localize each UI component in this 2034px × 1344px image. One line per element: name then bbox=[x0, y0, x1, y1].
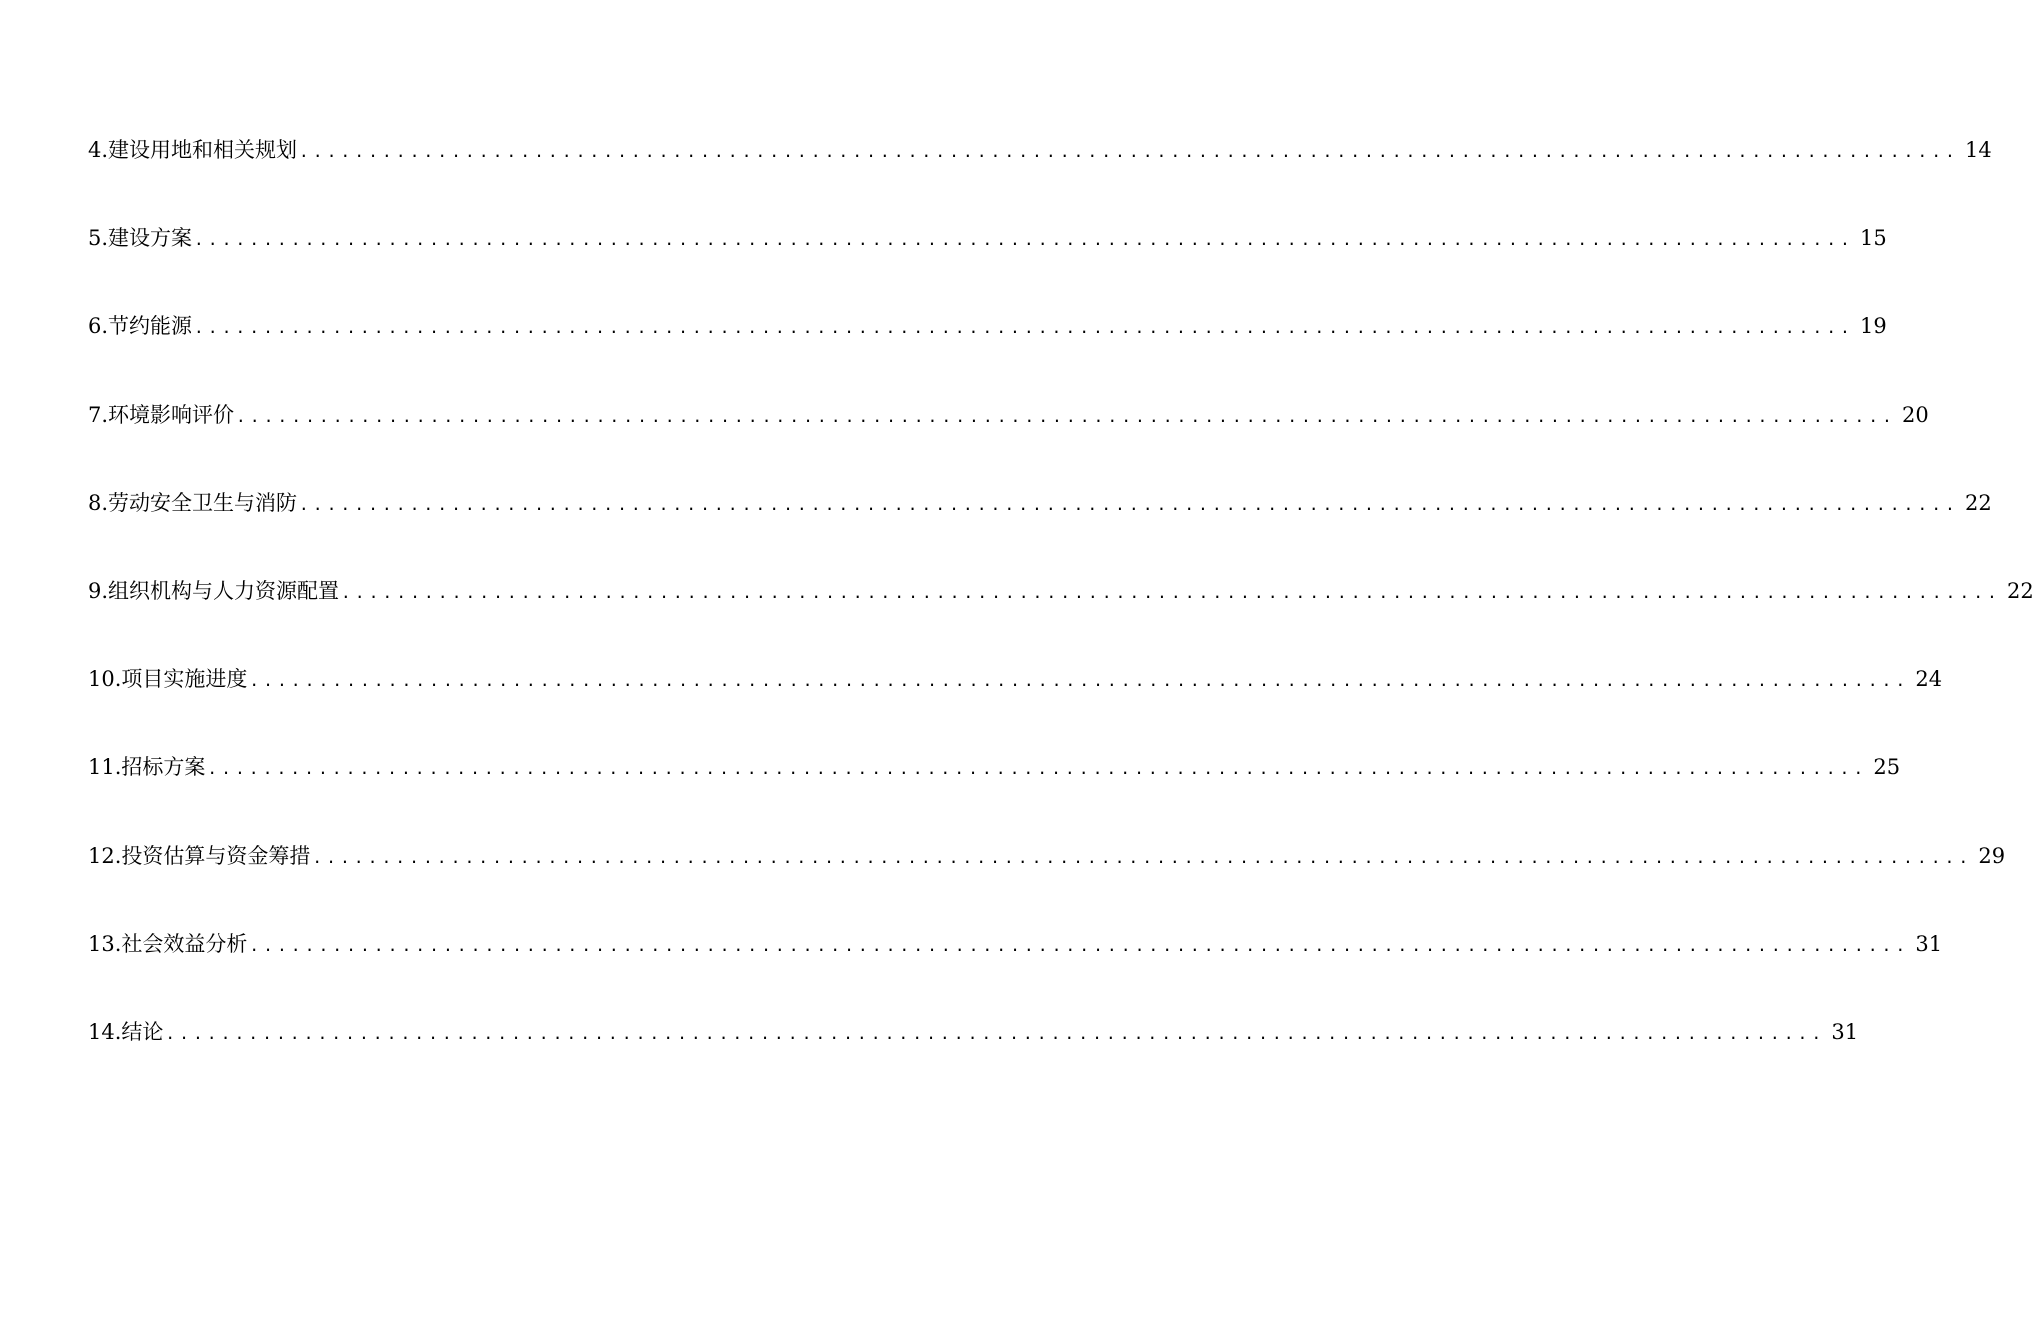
toc-entry-label: 12.投资估算与资金筹措 bbox=[88, 843, 311, 868]
toc-entry-label: 10.项目实施进度 bbox=[88, 667, 248, 692]
table-of-contents bbox=[88, 128, 2034, 1098]
toc-dot-leader: ........................................................................................................................ bbox=[312, 847, 1973, 867]
toc-dot-leader: ........................................................................................................................ bbox=[249, 671, 1910, 691]
toc-entry-land-use-planning[interactable] bbox=[88, 128, 1992, 216]
toc-entry-label: 8.劳动安全卫生与消防 bbox=[88, 490, 298, 515]
toc-entry-conclusion[interactable] bbox=[88, 1010, 1859, 1098]
toc-entry-label: 5.建设方案 bbox=[88, 226, 193, 251]
toc-entry-label: 11.招标方案 bbox=[88, 755, 206, 780]
toc-page-number: 14 bbox=[1964, 138, 1992, 162]
toc-entry-label: 6.节约能源 bbox=[88, 314, 193, 339]
toc-page-number: 22 bbox=[2006, 578, 2034, 603]
toc-entry-social-benefit[interactable] bbox=[88, 922, 1943, 1010]
toc-dot-leader: ........................................................................................................................ bbox=[165, 1023, 1826, 1043]
toc-entry-environmental-impact[interactable] bbox=[88, 393, 1929, 481]
toc-page-number: 15 bbox=[1859, 226, 1887, 251]
toc-page-number: 31 bbox=[1915, 931, 1943, 956]
toc-dot-leader: ........................................................................................................................ bbox=[299, 142, 1959, 161]
toc-entry-label: 14.结论 bbox=[88, 1019, 164, 1044]
toc-dot-leader: ........................................................................................................................ bbox=[236, 406, 1896, 426]
toc-dot-leader: ........................................................................................................................ bbox=[207, 759, 1868, 779]
toc-dot-leader: ........................................................................................................................ bbox=[194, 230, 1854, 250]
toc-page-number: 22 bbox=[1964, 490, 1992, 515]
toc-dot-leader: ........................................................................................................................ bbox=[299, 494, 1959, 514]
toc-entry-label: 7.环境影响评价 bbox=[88, 402, 235, 427]
toc-entry-label: 13.社会效益分析 bbox=[88, 931, 248, 956]
toc-entry-bidding-plan[interactable] bbox=[88, 745, 1901, 833]
toc-dot-leader: ........................................................................................................................ bbox=[194, 318, 1854, 338]
toc-page-number: 20 bbox=[1901, 402, 1929, 427]
toc-entry-organization-staffing[interactable] bbox=[88, 569, 2034, 657]
toc-page-number: 25 bbox=[1873, 755, 1901, 780]
toc-page-number: 31 bbox=[1831, 1019, 1859, 1044]
toc-page-number: 24 bbox=[1915, 667, 1943, 692]
toc-entry-label: 4.建设用地和相关规划 bbox=[88, 138, 298, 162]
toc-entry-energy-saving[interactable] bbox=[88, 304, 1887, 392]
toc-page-number: 19 bbox=[1859, 314, 1887, 339]
toc-dot-leader: ........................................................................................................................ bbox=[341, 582, 2001, 602]
toc-entry-label: 9.组织机构与人力资源配置 bbox=[88, 578, 340, 603]
toc-entry-construction-plan[interactable] bbox=[88, 216, 1887, 304]
toc-entry-investment-financing[interactable] bbox=[88, 834, 2006, 922]
toc-entry-implementation-schedule[interactable] bbox=[88, 657, 1943, 745]
toc-entry-labor-safety-fire[interactable] bbox=[88, 481, 1992, 569]
toc-page-number: 29 bbox=[1978, 843, 2006, 868]
toc-dot-leader: ........................................................................................................................ bbox=[249, 935, 1910, 955]
